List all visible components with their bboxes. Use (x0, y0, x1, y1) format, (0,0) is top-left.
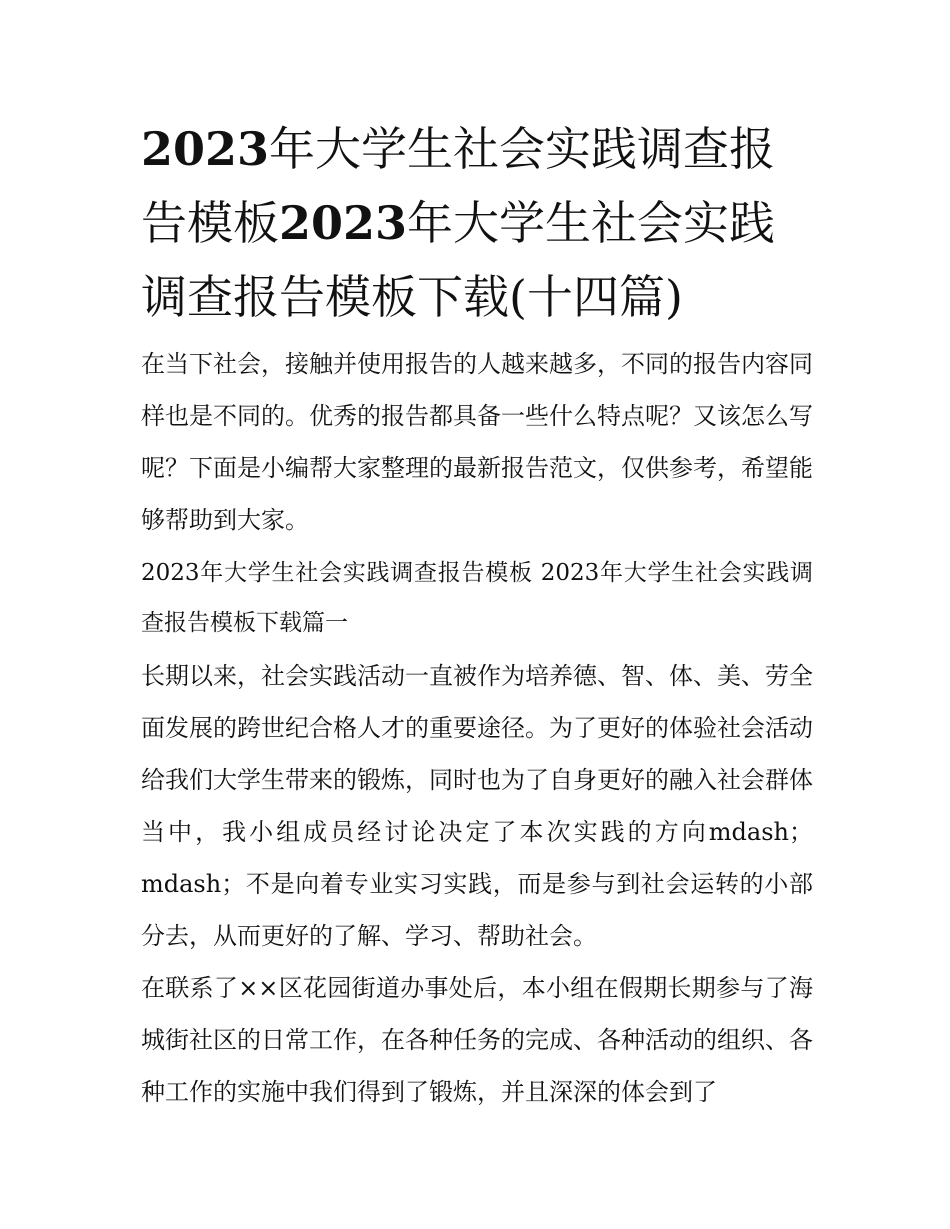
section-heading: 2023年大学生社会实践调查报告模板 2023年大学生社会实践调查报告模板下载篇一 (141, 560, 813, 636)
document-title (141, 112, 813, 334)
body-paragraph-1: 长期以来，社会实践活动一直被作为培养德、智、体、美、劳全面发展的跨世纪合格人才的重要途径。为了更好的体验社会活动给我们大学生带来的锻炼，同时也为了自身更好的融入社会群体当中，我小组成员经讨论决定了本次实践的方向mdash；mdash；不是向着专业实习实践，而是参与到社会运转的小部分去，从而更好的了解、学习、帮助社会。 (141, 662, 813, 950)
document-page (141, 112, 813, 1118)
title-year-2: 2023 (279, 196, 408, 250)
intro-paragraph: 在当下社会，接触并使用报告的人越来越多，不同的报告内容同样也是不同的。优秀的报告都具备一些什么特点呢？又该怎么写呢？下面是小编帮大家整理的最新报告范文，仅供参考，希望能够帮助到大家。 (141, 350, 813, 534)
title-text-2: 年大学生社会实践调查报告模板下载(十四篇) (141, 196, 776, 324)
title-year-1: 2023 (141, 122, 270, 176)
body-paragraph-2: 在联系了××区花园街道办事处后，本小组在假期长期参与了海城街社区的日常工作，在各种任务的完成、各种活动的组织、各种工作的实施中我们得到了锻炼，并且深深的体会到了 (141, 974, 813, 1106)
title-text-1: 年大学生社会实践调查报告模板 (141, 122, 776, 250)
